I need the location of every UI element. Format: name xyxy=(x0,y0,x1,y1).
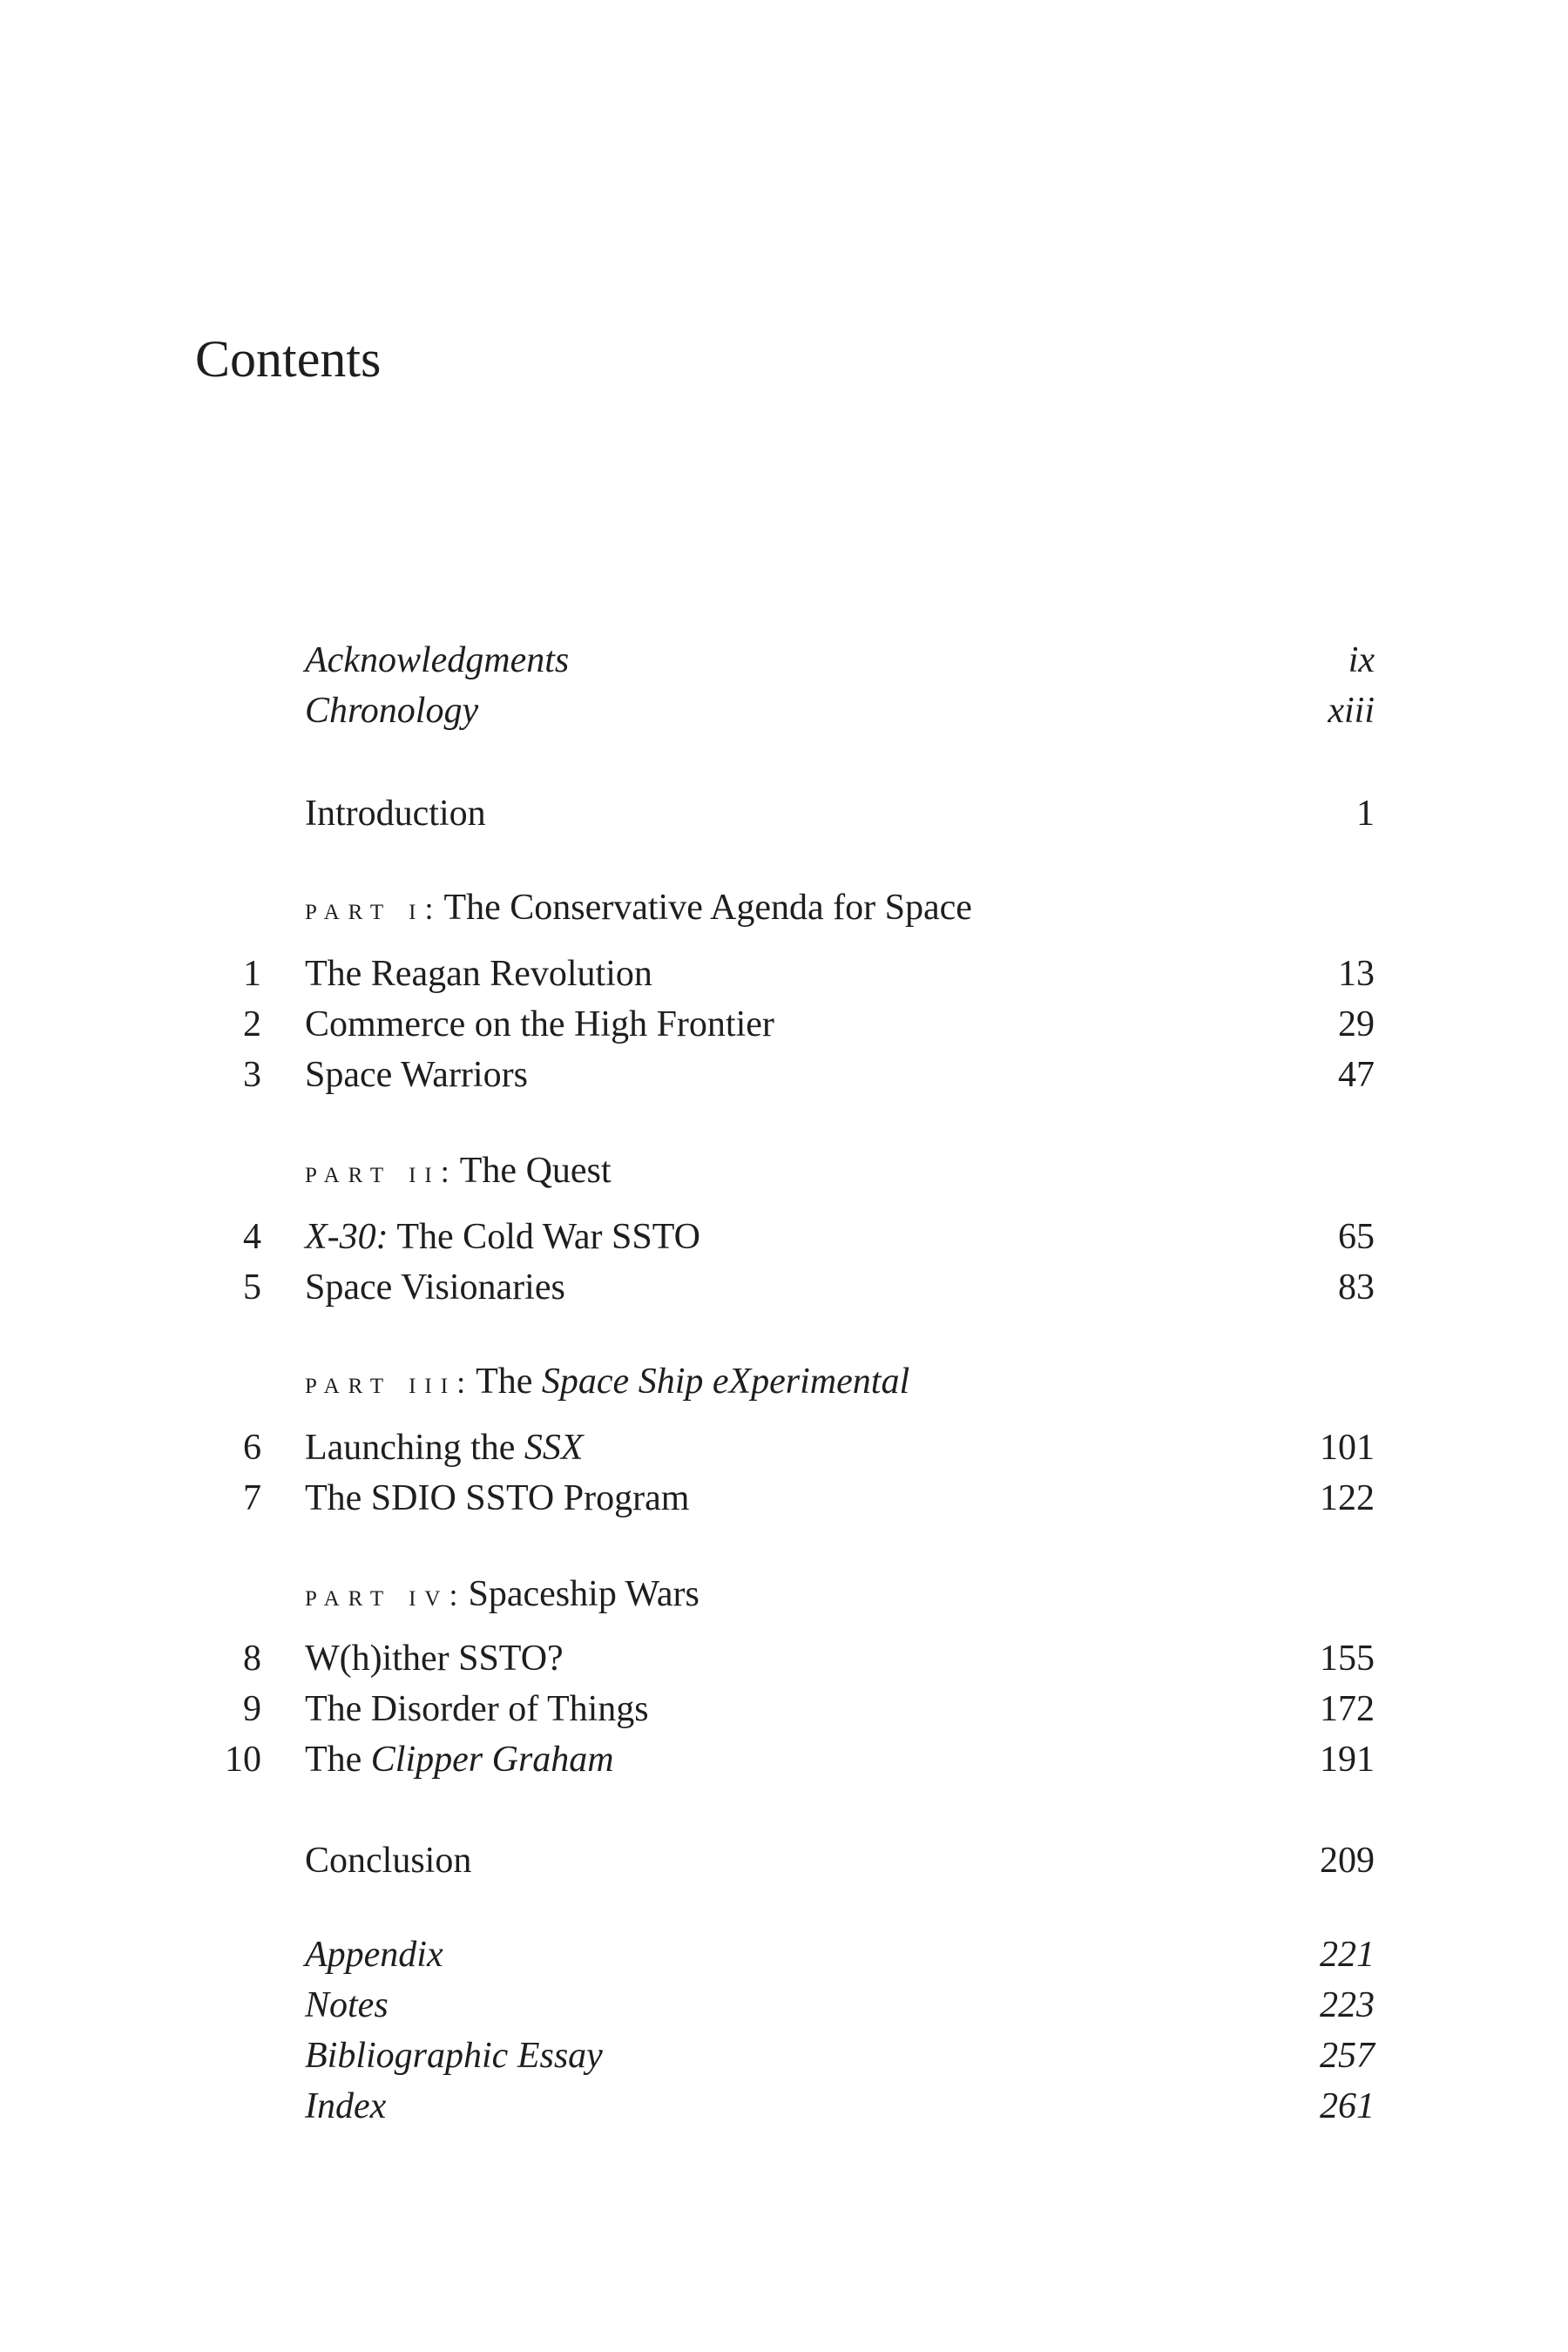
toc-entry-page: 13 xyxy=(1338,954,1375,994)
toc-entry-page: 83 xyxy=(1338,1267,1375,1308)
chapter-number: 9 xyxy=(243,1689,261,1729)
part-label: part ii xyxy=(305,1154,441,1189)
part-heading-4 xyxy=(0,1568,1568,1620)
part-name: The Quest xyxy=(459,1151,612,1191)
part-title xyxy=(305,882,972,935)
toc-entry-page: 101 xyxy=(1320,1428,1375,1468)
toc-entry-title-plain: The xyxy=(305,1740,371,1780)
toc-entry-acknowledgments xyxy=(0,634,1568,686)
toc-entry-page: 1 xyxy=(1356,794,1375,834)
toc-entry-notes xyxy=(0,1979,1568,2031)
toc-entry-chapter-9 xyxy=(0,1683,1568,1735)
toc-entry-title: Notes xyxy=(305,1985,389,2025)
chapter-number: 1 xyxy=(243,954,261,994)
part-name: The Conservative Agenda for Space xyxy=(443,888,972,928)
toc-entry-page: 261 xyxy=(1320,2086,1375,2126)
toc-entry-page: 209 xyxy=(1320,1841,1375,1881)
toc-entry-title xyxy=(305,1211,700,1263)
part-name-italic: Space Ship eXperimental xyxy=(541,1362,910,1402)
part-label: part iii xyxy=(305,1365,457,1400)
toc-entry-index xyxy=(0,2080,1568,2132)
toc-entry-page: 155 xyxy=(1320,1639,1375,1679)
toc-entry-title: Chronology xyxy=(305,691,479,731)
toc-entry-page: 257 xyxy=(1320,2036,1375,2076)
part-colon: : xyxy=(449,1578,458,1612)
part-colon: : xyxy=(456,1365,466,1400)
toc-entry-page: 65 xyxy=(1338,1217,1375,1257)
toc-entry-bibliographic-essay xyxy=(0,2030,1568,2082)
part-title xyxy=(305,1145,612,1198)
toc-entry-chapter-3 xyxy=(0,1049,1568,1101)
chapter-number: 3 xyxy=(243,1055,261,1095)
part-heading-3 xyxy=(0,1355,1568,1408)
toc-entry-chapter-2 xyxy=(0,998,1568,1051)
toc-entry-title: Index xyxy=(305,2086,387,2126)
part-label: part i xyxy=(305,891,425,926)
part-label: part iv xyxy=(305,1578,449,1612)
toc-entry-chapter-5 xyxy=(0,1261,1568,1314)
toc-entry-chapter-4 xyxy=(0,1211,1568,1263)
toc-entry-chapter-7 xyxy=(0,1472,1568,1524)
toc-entry-title: Bibliographic Essay xyxy=(305,2036,603,2076)
toc-entry-page: 221 xyxy=(1320,1935,1375,1975)
toc-entry-title: Appendix xyxy=(305,1935,443,1975)
chapter-number: 6 xyxy=(243,1428,261,1468)
toc-entry-title: The Reagan Revolution xyxy=(305,954,652,994)
part-title xyxy=(305,1355,909,1409)
part-heading-2 xyxy=(0,1145,1568,1197)
toc-entry-title: The Disorder of Things xyxy=(305,1689,649,1729)
toc-entry-page: ix xyxy=(1348,640,1375,680)
toc-entry-conclusion xyxy=(0,1835,1568,1887)
toc-entry-title-italic: Clipper Graham xyxy=(370,1740,614,1780)
chapter-number: 5 xyxy=(243,1267,261,1308)
chapter-number: 10 xyxy=(225,1740,261,1780)
toc-entry-title: W(h)ither SSTO? xyxy=(305,1639,564,1679)
chapter-number: 2 xyxy=(243,1004,261,1044)
toc-entry-chapter-8 xyxy=(0,1632,1568,1685)
toc-entry-page: 29 xyxy=(1338,1004,1375,1044)
toc-entry-title: Acknowledgments xyxy=(305,640,570,680)
toc-entry-page: 122 xyxy=(1320,1478,1375,1518)
toc-entry-page: 223 xyxy=(1320,1985,1375,2025)
toc-entry-title: Commerce on the High Frontier xyxy=(305,1004,774,1044)
toc-entry-title: Conclusion xyxy=(305,1841,472,1881)
part-title xyxy=(305,1568,700,1621)
contents-heading: Contents xyxy=(195,330,382,388)
toc-entry-title: The SDIO SSTO Program xyxy=(305,1478,690,1518)
toc-entry-title-italic: SSX xyxy=(524,1428,584,1468)
toc-entry-title: Space Warriors xyxy=(305,1055,528,1095)
toc-entry-title-rest: The Cold War SSTO xyxy=(388,1217,700,1257)
toc-entry-chapter-1 xyxy=(0,948,1568,1000)
toc-entry-appendix xyxy=(0,1929,1568,1981)
toc-entry-title-italic: X-30: xyxy=(305,1217,389,1257)
toc-entry-introduction xyxy=(0,787,1568,840)
part-colon: : xyxy=(440,1154,449,1189)
toc-entry-title xyxy=(305,1734,614,1786)
part-colon: : xyxy=(424,891,434,926)
toc-entry-chapter-10 xyxy=(0,1734,1568,1786)
toc-entry-chronology xyxy=(0,685,1568,737)
chapter-number: 7 xyxy=(243,1478,261,1518)
toc-entry-title xyxy=(305,1422,584,1474)
toc-entry-page: xiii xyxy=(1328,691,1375,731)
toc-entry-page: 47 xyxy=(1338,1055,1375,1095)
part-heading-1 xyxy=(0,882,1568,934)
toc-entry-page: 191 xyxy=(1320,1740,1375,1780)
toc-entry-title: Introduction xyxy=(305,794,486,834)
toc-entry-page: 172 xyxy=(1320,1689,1375,1729)
toc-entry-title-plain: Launching the xyxy=(305,1428,524,1468)
part-name-plain: The xyxy=(476,1362,542,1402)
chapter-number: 8 xyxy=(243,1639,261,1679)
toc-entry-chapter-6 xyxy=(0,1422,1568,1474)
part-name: Spaceship Wars xyxy=(468,1574,700,1614)
chapter-number: 4 xyxy=(243,1217,261,1257)
toc-entry-title: Space Visionaries xyxy=(305,1267,565,1308)
